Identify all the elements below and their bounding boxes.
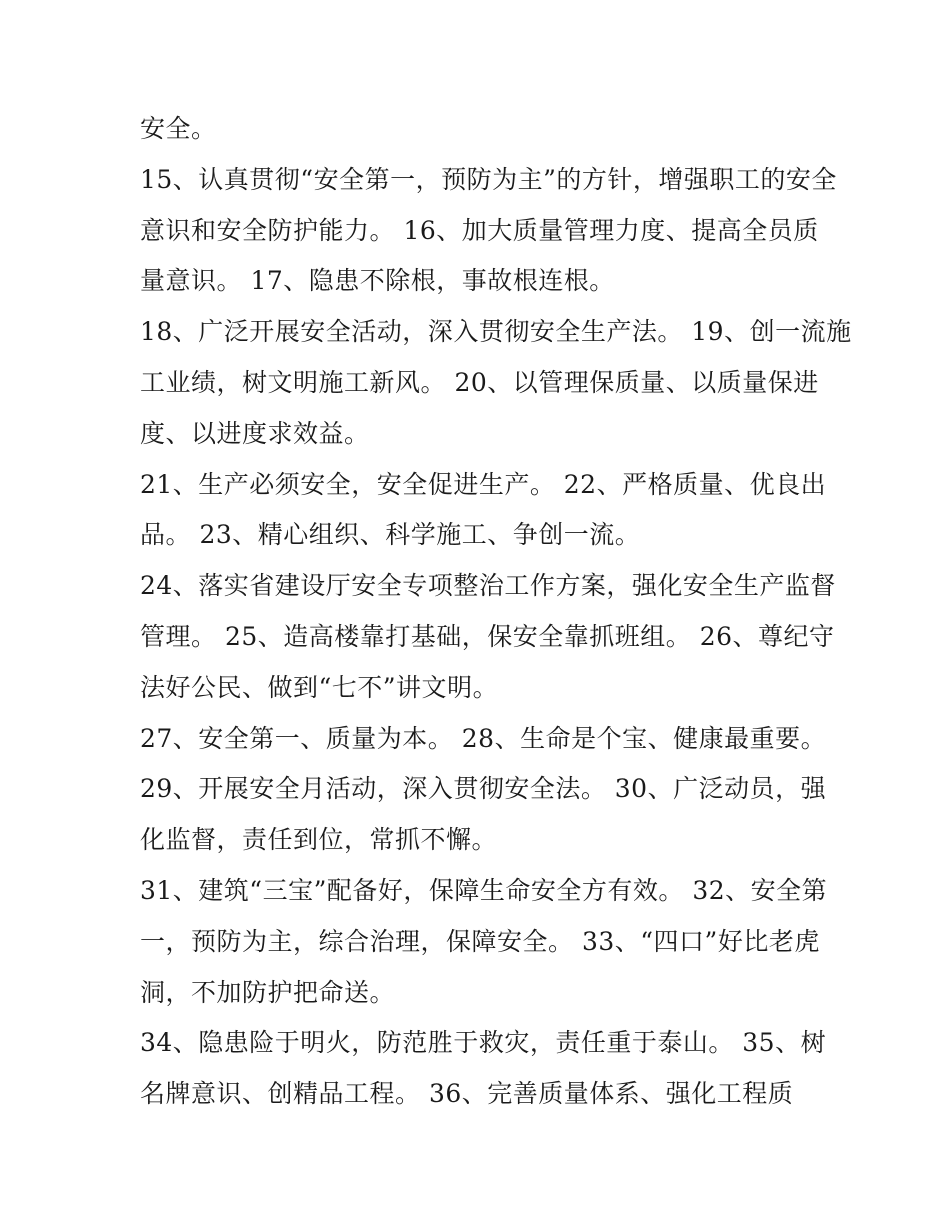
text-line: 法好公民、做到“七不”讲文明。 — [140, 672, 499, 702]
text-line: 品。 23、精心组织、科学施工、争创一流。 — [140, 520, 641, 550]
text-line: 31、建筑“三宝”配备好，保障生命安全方有效。 32、安全第 — [140, 875, 828, 905]
text-line: 15、认真贯彻“安全第一，预防为主”的方针，增强职工的安全 — [140, 164, 837, 194]
text-line: 29、开展安全月活动，深入贯彻安全法。 30、广泛动员，强 — [140, 774, 827, 804]
text-line: 34、隐患险于明火，防范胜于救灾，责任重于泰山。 35、树 — [140, 1028, 827, 1058]
text-line: 27、安全第一、质量为本。 28、生命是个宝、健康最重要。 — [140, 723, 827, 753]
document-body — [140, 104, 852, 1120]
text-line: 度、以进度求效益。 — [140, 418, 370, 448]
text-line: 量意识。 17、隐患不除根，事故根连根。 — [140, 266, 615, 296]
text-line: 工业绩，树文明施工新风。 20、以管理保质量、以质量保进 — [140, 367, 819, 397]
text-line: 21、生产必须安全，安全促进生产。 22、严格质量、优良出 — [140, 469, 827, 499]
text-line: 安全。 — [140, 114, 217, 143]
text-line: 管理。 25、造高楼靠打基础，保安全靠抓班组。 26、尊纪守 — [140, 621, 835, 651]
text-line: 24、落实省建设厅安全专项整治工作方案，强化安全生产监督 — [140, 571, 836, 601]
text-line: 一，预防为主，综合治理，保障安全。 33、“四口”好比老虎 — [140, 926, 820, 956]
text-line: 18、广泛开展安全活动，深入贯彻安全生产法。 19、创一流施 — [140, 317, 852, 347]
text-line: 意识和安全防护能力。 16、加大质量管理力度、提高全员质 — [140, 215, 819, 245]
text-line: 化监督，责任到位，常抓不懈。 — [140, 825, 498, 855]
text-line: 名牌意识、创精品工程。 36、完善质量体系、强化工程质 — [140, 1079, 794, 1109]
text-line: 洞，不加防护把命送。 — [140, 977, 396, 1007]
